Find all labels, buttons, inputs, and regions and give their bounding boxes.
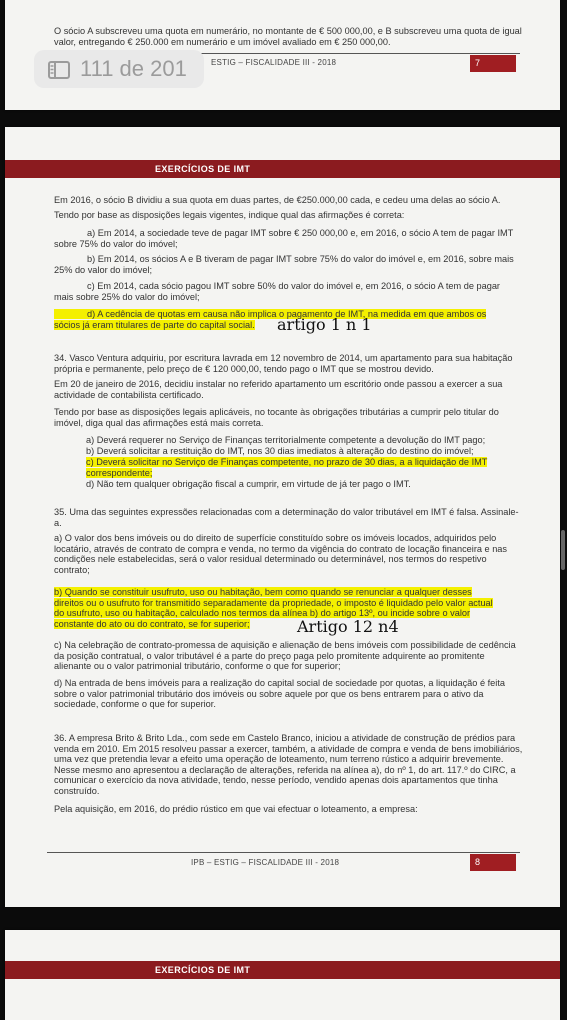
footer-rule <box>47 852 520 853</box>
q34-paragraph: Em 20 de janeiro de 2016, decidiu instalar no referido apartamento um escritório onde passou a exercer a sua actividade de contabilista certificado. <box>54 379 503 400</box>
q35-intro: 35. Uma das seguintes expressões relacionadas com a determinação do valor tributável em IMT é falsa. Assinale-a. <box>54 507 519 528</box>
document-page-9 <box>5 930 560 1020</box>
q34-option-b: b) Deverá solicitar a restituição do IMT, nos 30 dias imediatos à alteração do destino do imóvel; <box>86 446 474 456</box>
q35-option-d: d) Na entrada de bens imóveis para a realização do capital social de sociedade por quotas, a liquidação é feita sobre o valor patrimonial tributário dos imóveis ou sobre aquele por que os bens entrarem para o ativo da sociedade, conforme o que for superior. <box>54 678 505 710</box>
q35-option-b-line3: do usufruto, uso ou habitação, calculado nos termos da alínea b) do artigo 13º, ou incide sobre o valor <box>54 608 471 619</box>
page-number: 8 <box>470 854 516 871</box>
vertical-scrollbar[interactable] <box>561 530 565 570</box>
footer-text: ESTIG – FISCALIDADE III - 2018 <box>211 58 337 67</box>
document-page-8 <box>5 127 560 907</box>
handwritten-note: artigo 1 n 1 <box>277 315 372 334</box>
q33-prompt: Tendo por base as disposições legais vigentes, indique qual das afirmações é correta: <box>54 210 405 220</box>
section-header <box>5 160 560 178</box>
q33-option-b: b) Em 2014, os sócios A e B tiveram de pagar IMT sobre 75% do valor do imóvel e, em 2016, sobre mais 25% do valor do imóvel; <box>54 254 514 275</box>
q33-option-d-line1: d) A cedência de quotas em causa não implica o pagamento de IMT, na medida em que ambos os <box>54 309 486 319</box>
q35-option-b <box>54 587 524 629</box>
q36-paragraph: Pela aquisição, em 2016, do prédio rústico em que vai efectuar o loteamento, a empresa: <box>54 804 418 814</box>
q35-option-b-line2: direitos ou o usufruto for transmitido separadamente da propriedade, o imposto é liquidado pelo valor actual <box>54 597 493 608</box>
section-header <box>5 961 560 979</box>
q34-option-a: a) Deverá requerer no Serviço de Finanças territorialmente competente a devolução do IMT pago; <box>86 435 486 445</box>
section-header-title: EXERCÍCIOS DE IMT <box>155 164 251 174</box>
q35-option-c: c) Na celebração de contrato-promessa de aquisição e alienação de bens imóveis com possibilidade de cedência da posição contratual, o valor tributável é a parte do preço paga pelo promitente adquirente ao promitente alienante ou o valor patrimonial tributário, conforme o que for superior; <box>54 640 516 672</box>
handwritten-note: Artigo 12 n4 <box>297 617 399 636</box>
section-header-title: EXERCÍCIOS DE IMT <box>155 965 251 975</box>
q35-option-a: a) O valor dos bens imóveis ou do direito de superfície constituído sobre os imóveis locados, adquiridos pelo locatário, através de contrato de compra e venda, no termo da vigência do contrato de locação financeira e nas condições nele estabelecidas, será o valor residual determinado ou determinável, nos termos do respetivo contrato; <box>54 533 508 575</box>
q35-option-b-line4: constante do ato ou do contrato, se for superior; <box>54 618 250 629</box>
q34-option-d: d) Não tem qualquer obrigação fiscal a cumprir, em virtude de já ter pago o IMT. <box>86 479 411 489</box>
page-indicator-label: 111 de 201 <box>80 56 187 81</box>
q34-option-c-line1: c) Deverá solicitar no Serviço de Finanças competente, no prazo de 30 dias, a a liquidação de IMT <box>86 457 488 467</box>
q34-option-c <box>86 457 526 478</box>
sidebar-icon <box>48 61 70 77</box>
q34-intro: 34. Vasco Ventura adquiriu, por escritura lavrada em 12 novembro de 2014, um apartamento para sua habitação própria e permanente, pelo preço de € 120 000,00, tendo pago o IMT que se mostrou devido. <box>54 353 513 374</box>
q35-option-b-line1: b) Quando se constituir usufruto, uso ou habitação, bem como quando se renunciar a qualquer desses <box>54 587 472 597</box>
q34-paragraph: Tendo por base as disposições legais aplicáveis, no tocante às obrigações tributárias a cumprir pelo titular do imóvel, diga qual das afirmações está mais correta. <box>54 407 499 428</box>
q33-option-c: c) Em 2014, cada sócio pagou IMT sobre 50% do valor do imóvel e, em 2016, o sócio A tem de pagar mais sobre 25% do valor do imóvel; <box>54 281 500 302</box>
q33-option-a: a) Em 2014, a sociedade teve de pagar IMT sobre € 250 000,00 e, em 2016, o sócio A tem de pagar IMT sobre 75% do valor do imóvel; <box>54 228 514 249</box>
q33-option-d-line2: sócios já eram titulares de parte do capital social. <box>54 319 255 330</box>
page-indicator[interactable] <box>34 50 204 88</box>
q36-intro: 36. A empresa Brito & Brito Lda., com sede em Castelo Branco, iniciou a atividade de construção de prédios para venda em 2010. Em 2015 resolveu passar a exercer, também, a atividade de compra e venda de bens imobiliários, uma vez que pretendia levar a efeito uma operação de loteamento, num terreno rústico a adquirir brevemente. Nesse mesmo ano apresentou a declaração de alterações, referida na alínea a), do nº 1, do art. 117.º do CIRC, a comunicar o exercício da nova atividade, tendo, nesse período, vendido apenas dois apartamentos que tinha construído. <box>54 733 523 796</box>
page-number: 7 <box>470 55 516 72</box>
footer-text: IPB – ESTIG – FISCALIDADE III - 2018 <box>191 858 340 867</box>
q34-option-c-line2: correspondente; <box>86 467 153 478</box>
paragraph: O sócio A subscreveu uma quota em numerário, no montante de € 500 000,00, e B subscreveu uma quota de igual valor, entregando € 250.000 em numerário e um imóvel avaliado em € 250 000,00. <box>54 26 522 47</box>
q33-intro: Em 2016, o sócio B dividiu a sua quota em duas partes, de €250.000,00 cada, e cedeu uma delas ao sócio A. <box>54 195 501 205</box>
